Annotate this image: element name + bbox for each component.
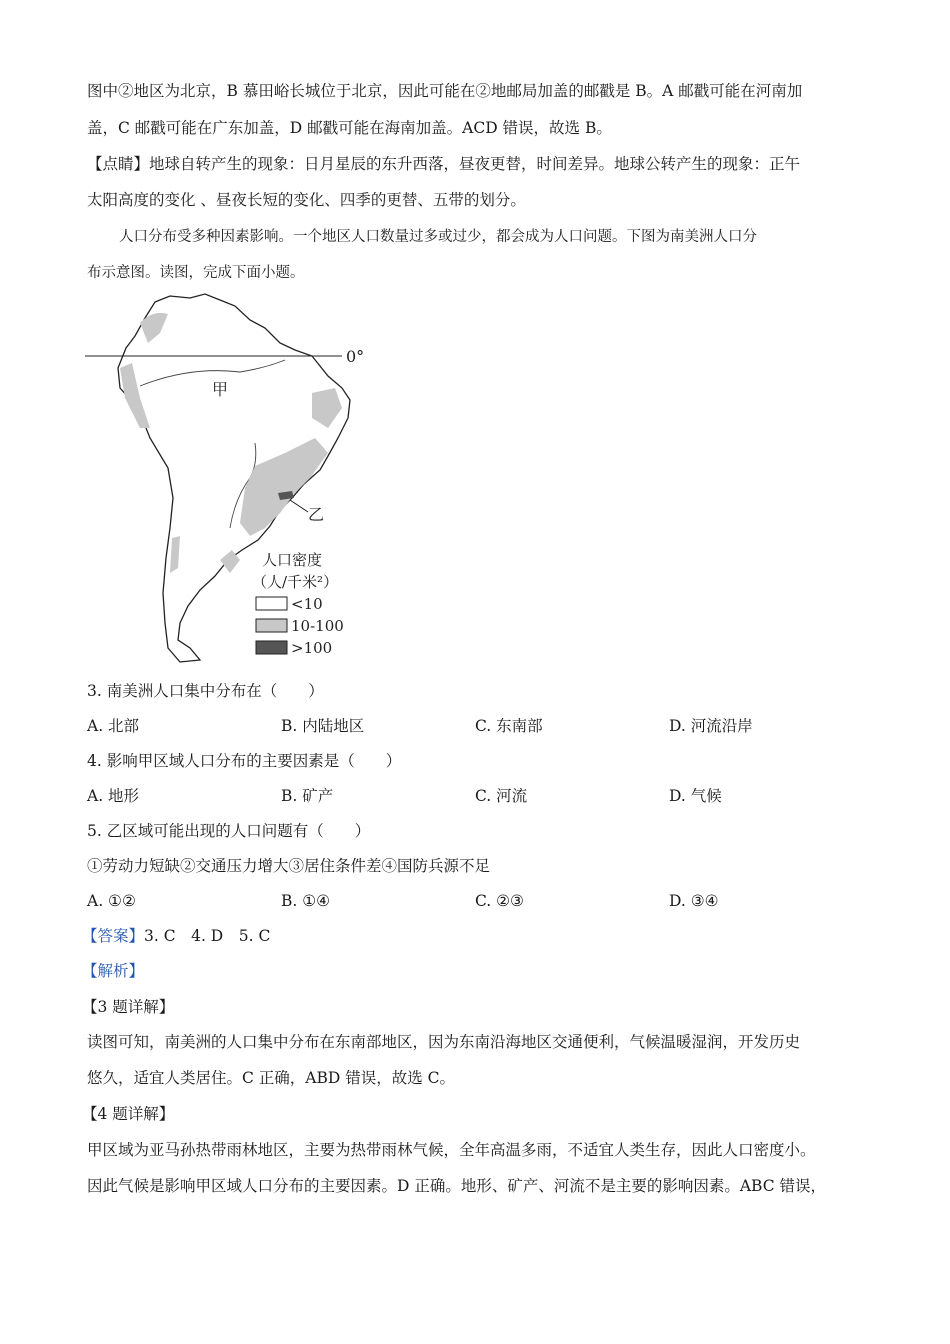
legend-swatch-low xyxy=(256,597,287,610)
q5-option-a: A. ①② xyxy=(87,892,136,910)
legend-label-high: >100 xyxy=(291,639,333,657)
q4-detail-title: 【4 题详解】 xyxy=(82,1105,175,1123)
legend-label-mid: 10-100 xyxy=(291,617,344,635)
dianjing-line-1 xyxy=(87,153,800,175)
intro-line-2: 布示意图。读图，完成下面小题。 xyxy=(87,265,305,281)
q4-detail-line-2: 因此气候是影响甲区域人口分布的主要因素。D 正确。地形、矿产、河流不是主要的影响因素。ABC 错误， xyxy=(87,1177,827,1195)
answer-text: 3. C 4. D 5. C xyxy=(144,927,271,945)
q4-option-b: B. 矿产 xyxy=(281,787,334,805)
prev-answer-line-1: 图中②地区为北京，B 慕田峪长城位于北京，因此可能在②地邮局加盖的邮戳是 B。A 邮戳可能在河南加 xyxy=(87,82,803,100)
q3-option-a: A. 北部 xyxy=(87,717,140,735)
south-america-population-map xyxy=(80,288,380,668)
question-5-stem: 5. 乙区域可能出现的人口问题有（ ） xyxy=(87,822,371,840)
q5-option-b: B. ①④ xyxy=(281,892,331,910)
equator-label: 0° xyxy=(346,347,365,366)
q4-option-d: D. 气候 xyxy=(669,787,722,805)
dianjing-tag: 【点睛】 xyxy=(87,155,150,173)
question-4-stem: 4. 影响甲区域人口分布的主要因素是（ ） xyxy=(87,752,402,770)
legend-unit: （人/千米²） xyxy=(252,573,339,591)
q4-option-c: C. 河流 xyxy=(475,787,528,805)
q4-detail-line-1: 甲区域为亚马孙热带雨林地区，主要为热带雨林气候，全年高温多雨，不适宜人类生存，因此人口密度小。 xyxy=(87,1141,816,1159)
region-jia-label: 甲 xyxy=(212,380,229,399)
region-yi-label: 乙 xyxy=(308,505,325,524)
q3-option-b: B. 内陆地区 xyxy=(281,717,365,735)
answer-line xyxy=(82,925,270,947)
legend-title: 人口密度 xyxy=(262,551,323,569)
answer-tag: 【答案】 xyxy=(82,927,145,945)
q3-detail-line-2: 悠久，适宜人类居住。C 正确，ABD 错误，故选 C。 xyxy=(87,1069,456,1087)
analysis-tag: 【解析】 xyxy=(82,962,145,980)
dianjing-text: 地球自转产生的现象：日月星辰的东升西落，昼夜更替，时间差异。地球公转产生的现象：正午 xyxy=(149,155,801,173)
legend-label-low: <10 xyxy=(291,595,323,613)
region-yi-leader xyxy=(290,500,308,512)
legend-swatch-high xyxy=(256,641,287,654)
q4-option-a: A. 地形 xyxy=(87,787,140,805)
q3-detail-title: 【3 题详解】 xyxy=(82,998,175,1016)
legend-swatch-mid xyxy=(256,619,287,632)
dianjing-line-2: 太阳高度的变化 、昼夜长短的变化、四季的更替、五带的划分。 xyxy=(87,191,526,209)
q5-option-c: C. ②③ xyxy=(475,892,524,910)
intro-line-1: 人口分布受多种因素影响。一个地区人口数量过多或过少，都会成为人口问题。下图为南美洲人口分 xyxy=(119,229,757,245)
prev-answer-line-2: 盖，C 邮戳可能在广东加盖，D 邮戳可能在海南加盖。ACD 错误，故选 B。 xyxy=(87,119,612,137)
question-3-stem: 3. 南美洲人口集中分布在（ ） xyxy=(87,682,324,700)
q5-option-d: D. ③④ xyxy=(669,892,719,910)
question-5-sub: ①劳动力短缺②交通压力增大③居住条件差④国防兵源不足 xyxy=(87,857,491,875)
q3-option-c: C. 东南部 xyxy=(475,717,543,735)
q3-option-d: D. 河流沿岸 xyxy=(669,717,753,735)
q3-detail-line-1: 读图可知，南美洲的人口集中分布在东南部地区，因为东南沿海地区交通便利，气候温暖湿润，开发历史 xyxy=(87,1033,801,1051)
